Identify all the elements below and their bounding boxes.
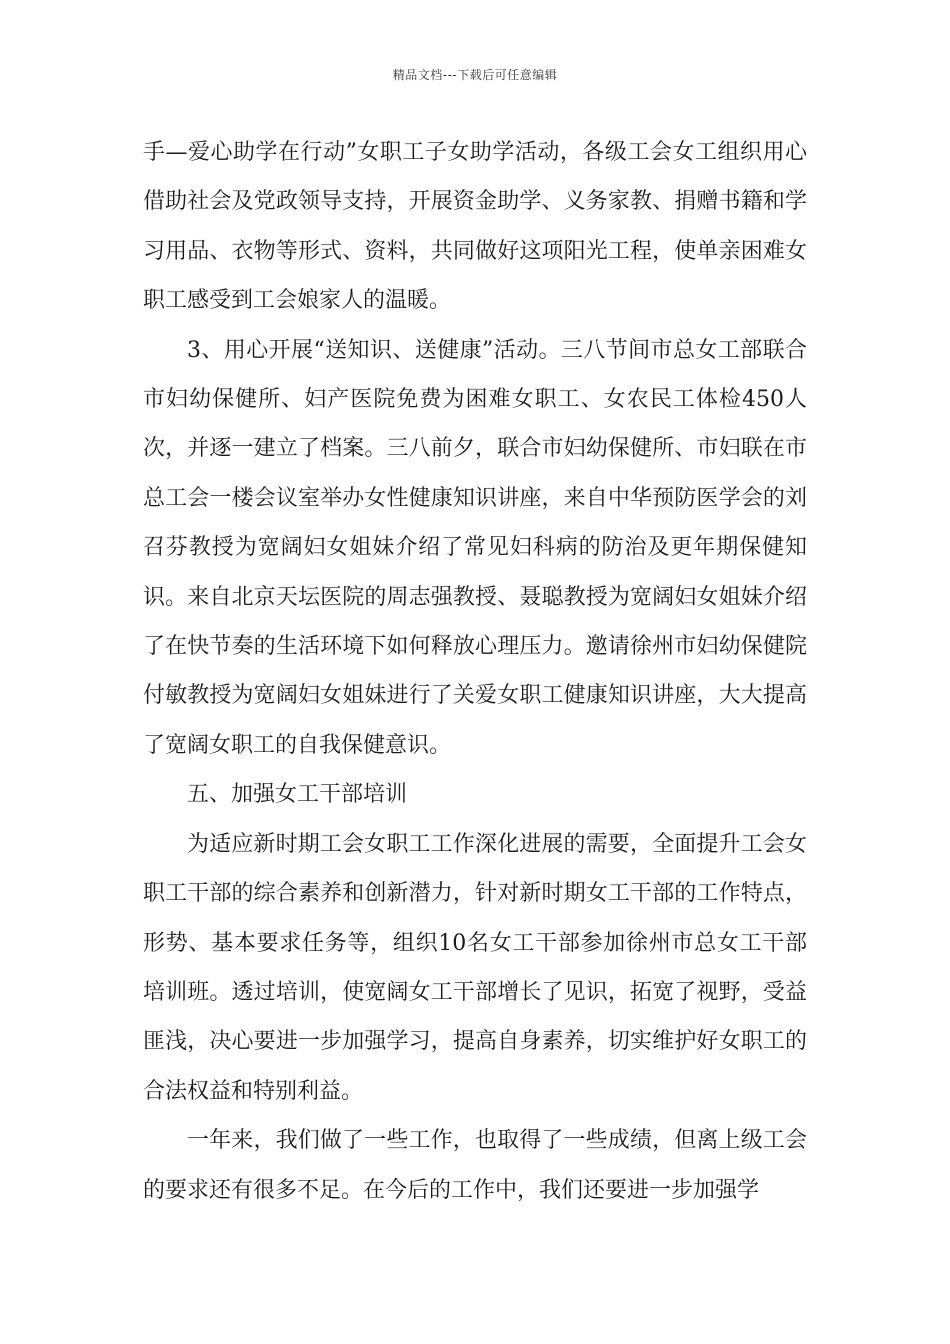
page-header: 精品文档---下载后可任意编辑 — [392, 68, 558, 82]
paragraph-summary: 一年来，我们做了一些工作，也取得了一些成绩，但离上级工会的要求还有很多不足。在今后的工作中，我们还要进一步加强学 — [143, 1128, 807, 1203]
paragraph-continuation: 手—爱心助学在行动”女职工子女助学活动，各级工会女工组织用心借助社会及党政领导支持，开展资金助学、义务家教、捐赠书籍和学习用品、衣物等形式、资料，共同做好这项阳光工程，使单亲困难女职工感受到工会娘家人的温暖。 — [143, 140, 807, 314]
paragraph-health-activity: 3、用心开展“送知识、送健康”活动。三八节间市总女工部联合市妇幼保健所、妇产医院免费为困难女职工、女农民工体检450人次，并逐一建立了档案。三八前夕，联合市妇幼保健所、市妇联在市总工会一楼会议室举办女性健康知识讲座，来自中华预防医学会的刘召芬教授为宽阔妇女姐妹介绍了常见妇科病的防治及更年期保健知识。来自北京天坛医院的周志强教授、聂聪教授为宽阔妇女姐妹介绍了在快节奏的生活环境下如何释放心理压力。邀请徐州市妇幼保健院付敏教授为宽阔妇女姐妹进行了关爱女职工健康知识讲座，大大提高了宽阔女职工的自我保健意识。 — [143, 337, 807, 758]
paragraph-training: 为适应新时期工会女职工工作深化进展的需要，全面提升工会女职工干部的综合素养和创新潜力，针对新时期女工干部的工作特点，形势、基本要求任务等，组织10名女工干部参加徐州市总女工干部培训班。透过培训，使宽阔女工干部增长了见识，拓宽了视野，受益匪浅，决心要进一步加强学习，提高自身素养，切实维护好女职工的合法权益和特别利益。 — [143, 831, 807, 1104]
section-heading-training: 五、加强女工干部培训 — [187, 782, 408, 808]
document-body — [143, 128, 807, 1215]
